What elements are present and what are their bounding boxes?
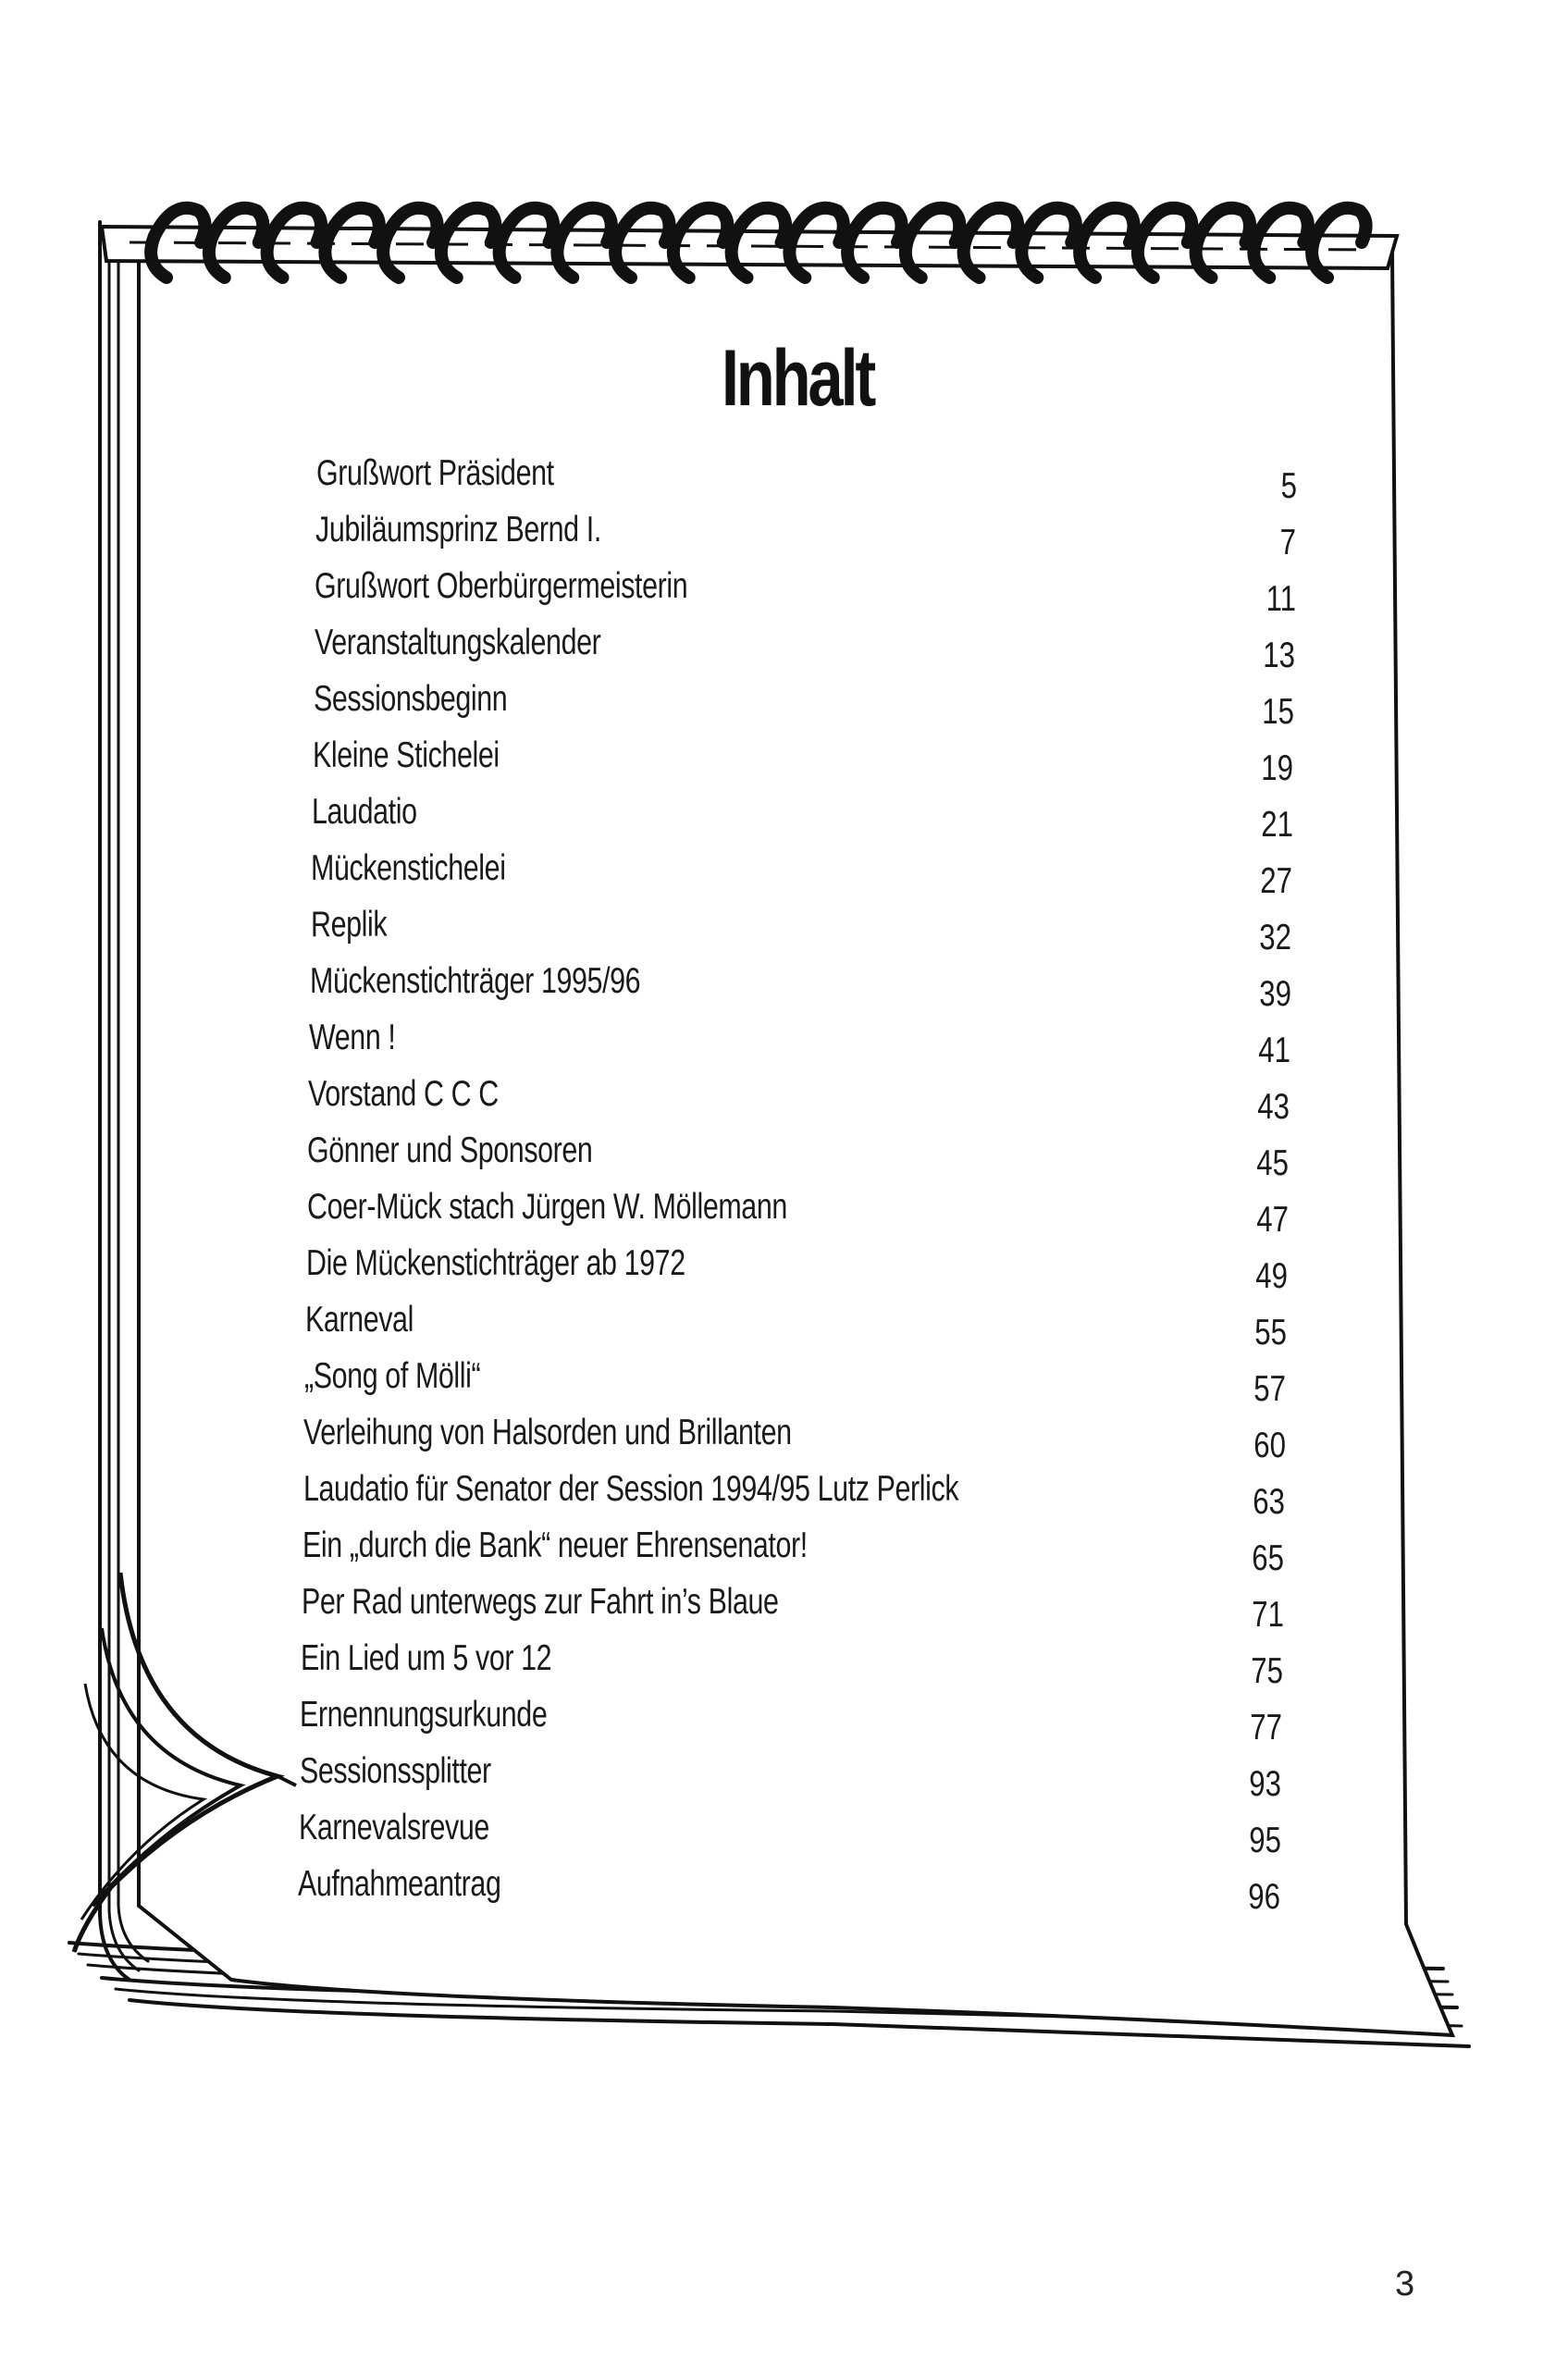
page-number: 3 <box>1395 2265 1415 2303</box>
toc-entry <box>300 1751 1317 1807</box>
toc-entry-page: 41 <box>1258 1031 1290 1070</box>
toc-entry-title: Per Rad unterwegs zur Fahrt in’s Blaue <box>302 1582 779 1622</box>
toc-entry <box>305 1300 1323 1355</box>
toc-entry-page: 15 <box>1262 692 1295 732</box>
toc-entry <box>307 1187 1325 1242</box>
toc-entry <box>307 1130 1325 1186</box>
toc-entry <box>304 1356 1322 1412</box>
toc-entry-page: 43 <box>1257 1087 1290 1127</box>
toc-entry <box>315 566 1332 622</box>
toc-entry-title: Grußwort Oberbürgermeisterin <box>315 566 688 606</box>
toc-entry <box>303 1469 1321 1525</box>
toc-entry-title: Grußwort Präsident <box>316 453 554 493</box>
toc-entry-page: 5 <box>1280 466 1297 506</box>
toc-entry <box>311 905 1328 960</box>
toc-entry-title: Verleihung von Halsorden und Brillanten <box>303 1413 793 1452</box>
toc-entry-page: 45 <box>1256 1143 1290 1183</box>
toc-entry <box>306 1243 1324 1299</box>
toc-entry-title: Sessionssplitter <box>299 1751 491 1791</box>
toc-entry <box>301 1638 1318 1694</box>
toc-entry-title: Kleine Stichelei <box>313 735 500 775</box>
toc-entry-page: 96 <box>1248 1877 1280 1917</box>
toc-entry <box>302 1582 1319 1637</box>
toc-entry <box>316 453 1334 509</box>
toc-entry-title: „Song of Mölli“ <box>304 1356 481 1396</box>
toc-entry-title: Laudatio für Senator der Session 1994/95 Lutz Perlick <box>302 1469 958 1509</box>
toc-entry-page: 95 <box>1248 1821 1281 1860</box>
toc-entry-page: 7 <box>1279 523 1297 562</box>
toc-entry-page: 65 <box>1252 1538 1285 1578</box>
toc-entry-title: Wenn ! <box>309 1018 396 1057</box>
toc-entry-page: 47 <box>1255 1200 1289 1240</box>
toc-entry-page: 21 <box>1260 805 1293 845</box>
toc-entry-title: Coer-Mück stach Jürgen W. Möllemann <box>306 1187 787 1227</box>
toc-entry-title: Replik <box>310 905 387 945</box>
toc-entry-title: Jubiläumsprinz Bernd I. <box>315 510 602 550</box>
toc-entry <box>303 1413 1321 1468</box>
toc-entry-page: 60 <box>1253 1426 1286 1465</box>
toc-entry <box>310 961 1327 1017</box>
toc-entry-page: 13 <box>1263 636 1295 675</box>
toc-entry-page: 39 <box>1258 974 1291 1014</box>
toc-entry-title: Ein „durch die Bank“ neuer Ehrensenator! <box>302 1525 808 1565</box>
toc-entry <box>311 848 1328 904</box>
toc-entry <box>309 1018 1327 1073</box>
toc-entry-title: Karneval <box>305 1300 414 1340</box>
toc-entry-title: Gönner und Sponsoren <box>307 1130 593 1170</box>
toc-entry <box>315 510 1333 565</box>
toc-entry-page: 32 <box>1259 918 1292 957</box>
toc-entry <box>313 735 1330 791</box>
toc-entry-page: 57 <box>1253 1369 1287 1409</box>
toc-entry <box>308 1074 1326 1130</box>
toc-entry <box>299 1808 1316 1863</box>
page-title: Inhalt <box>721 334 874 423</box>
toc-entry-title: Mückenstichträger 1995/96 <box>309 961 640 1001</box>
toc-entry-page: 27 <box>1260 861 1292 901</box>
toc-entry <box>315 623 1332 678</box>
toc-entry-page: 71 <box>1251 1595 1284 1635</box>
toc-entry-title: Sessionsbeginn <box>313 679 508 719</box>
toc-entry-title: Die Mückenstichträger ab 1972 <box>305 1243 685 1283</box>
toc-entry <box>298 1864 1315 1920</box>
toc-entry-page: 63 <box>1253 1482 1286 1522</box>
toc-entry-title: Laudatio <box>312 792 417 832</box>
toc-entry-title: Ein Lied um 5 vor 12 <box>301 1638 552 1678</box>
toc-entry-page: 49 <box>1255 1256 1288 1296</box>
toc-entry-page: 11 <box>1266 579 1296 619</box>
toc-entry <box>314 679 1331 735</box>
toc-entry-page: 77 <box>1250 1708 1283 1748</box>
toc-entry-title: Veranstaltungskalender <box>314 623 600 662</box>
toc-entry-title: Ernennungsurkunde <box>300 1695 548 1735</box>
toc-entry <box>302 1525 1320 1581</box>
toc-entry-page: 93 <box>1249 1764 1282 1804</box>
toc-entry-title: Mückenstichelei <box>311 848 506 888</box>
toc-entry-title: Aufnahmeantrag <box>298 1864 501 1904</box>
toc-entry-page: 55 <box>1254 1313 1288 1352</box>
toc-entry-title: Vorstand C C C <box>308 1074 500 1114</box>
toc-entry-page: 19 <box>1261 748 1294 788</box>
toc-entry-title: Karnevalsrevue <box>298 1808 489 1847</box>
toc-entry-page: 75 <box>1251 1651 1283 1691</box>
toc-entry <box>300 1695 1317 1750</box>
toc-entry <box>312 792 1329 847</box>
